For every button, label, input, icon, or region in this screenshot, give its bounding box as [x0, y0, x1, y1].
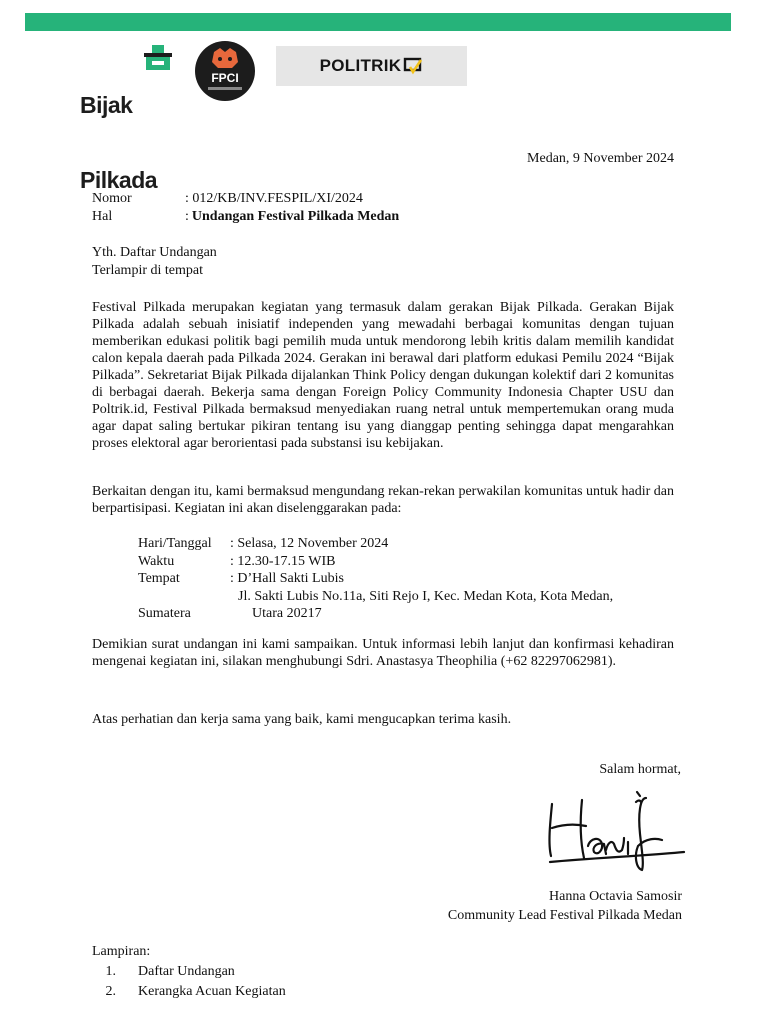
- recipient-block: [92, 244, 217, 280]
- nomor-value: : 012/KB/INV.FESPIL/XI/2024: [185, 191, 363, 206]
- list-item: 2. Kerangka Acuan Kegiatan: [105, 984, 286, 999]
- body-paragraph-3: Demikian surat undangan ini kami sampaikan. Untuk informasi lebih lanjut dan konfirmasi kehadiran mengenai kegiatan ini, silakan menghubungi Sdri. Anastasya Theophilia (+62 82297062981).: [92, 637, 674, 669]
- event-time-value: : 12.30-17.15 WIB: [230, 553, 336, 569]
- body-paragraph-1: Festival Pilkada merupakan kegiatan yang termasuk dalam gerakan Bijak Pilkada. Gerakan Bijak Pilkada adalah sebuah inisiatif independen yang mewadahi berbagai komunitas dengan tujuan memberikan edukasi politik bagi pemilih muda untuk mendorong lebih kritis dalam memilih kandidat calon kepala daerah pada Pilkada 2024. Gerakan ini berawal dari platform edukasi Pemilu 2024 “Bijak Pilkada”. Sekretariat Bijak Pilkada dijalankan Think Policy dengan dukungan kolektif dari 2 komunitas di berbagai daerah. Bekerja sama dengan Foreign Policy Community Indonesia Chapter USU dan Poltrik.id, Festival Pilkada bermaksud menyediakan ruang netral untuk mempertemukan orang muda agar dapat saling bertukar pikiran tentang isu yang dianggap penting sehingga dapat mengarahkan proses elektoral agar berorientasi pada substansi isu kebijakan.: [92, 300, 674, 451]
- event-place-label: Tempat: [138, 571, 180, 586]
- header-accent-bar: [25, 13, 731, 31]
- letter-date: Medan, 9 November 2024: [527, 151, 674, 166]
- list-item: 1. Daftar Undangan: [105, 964, 235, 979]
- ballot-box-icon: [142, 45, 174, 71]
- event-day-label: Hari/Tanggal: [138, 536, 212, 551]
- event-day-value: : Selasa, 12 November 2024: [230, 536, 389, 551]
- politrik-logo: [276, 46, 467, 86]
- hal-separator: :: [185, 209, 189, 224]
- politrik-check-icon: [403, 57, 423, 75]
- svg-text:FPCI: FPCI: [211, 71, 239, 85]
- event-place-value: : D’Hall Sakti Lubis: [230, 571, 344, 586]
- event-address-line2: Utara 20217: [252, 606, 322, 621]
- politrik-logo-text: POLITRIK: [319, 56, 402, 75]
- attachments-label: Lampiran:: [92, 944, 151, 959]
- event-address-region: Sumatera: [138, 606, 191, 621]
- event-time-label: Waktu: [138, 553, 175, 569]
- hal-label: Hal: [92, 209, 113, 224]
- signer-block: [448, 887, 682, 925]
- nomor-label: Nomor: [92, 191, 132, 206]
- bijak-pilkada-logo: [80, 43, 180, 193]
- letter-meta: [92, 190, 399, 226]
- attachments: [92, 942, 286, 1002]
- fpci-logo: [192, 40, 258, 102]
- closing-salutation: Salam hormat,: [599, 762, 681, 777]
- bijak-logo-line1: Bijak: [80, 92, 133, 118]
- recipient-line1: Yth. Daftar Undangan: [92, 245, 217, 260]
- bijak-logo-line2: Pilkada: [80, 167, 158, 193]
- event-details: [138, 535, 613, 623]
- hal-value: Undangan Festival Pilkada Medan: [191, 209, 400, 224]
- event-address-line1: Jl. Sakti Lubis No.11a, Siti Rejo I, Kec. Medan Kota, Kota Medan,: [238, 588, 614, 604]
- recipient-line2: Terlampir di tempat: [92, 263, 203, 278]
- handwritten-signature: [542, 784, 692, 876]
- body-paragraph-2: Berkaitan dengan itu, kami bermaksud mengundang rekan-rekan perwakilan komunitas untuk hadir dan berpartisipasi. Kegiatan ini akan diselenggarakan pada:: [92, 484, 674, 516]
- signer-name: Hanna Octavia Samosir: [549, 889, 682, 904]
- signer-title: Community Lead Festival Pilkada Medan: [447, 908, 682, 923]
- body-paragraph-4: Atas perhatian dan kerja sama yang baik, kami mengucapkan terima kasih.: [92, 712, 512, 727]
